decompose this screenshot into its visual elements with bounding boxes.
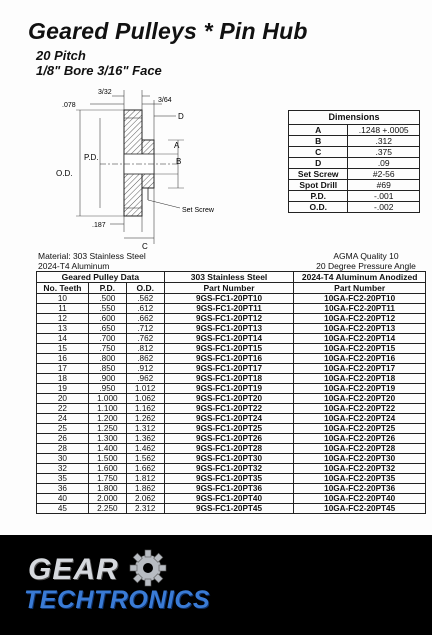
group-header-stainless: 303 Stainless Steel <box>164 272 294 283</box>
od-cell: 1.812 <box>126 474 164 484</box>
pd-cell: 1.200 <box>88 414 126 424</box>
al-part-cell: 10GA-FC2-20PT30 <box>294 454 426 464</box>
table-row <box>37 504 426 514</box>
ss-part-cell: 9GS-FC1-20PT17 <box>164 364 294 374</box>
table-row <box>37 384 426 394</box>
ss-part-cell: 9GS-FC1-20PT40 <box>164 494 294 504</box>
table-row <box>37 344 426 354</box>
pd-cell: 1.250 <box>88 424 126 434</box>
od-cell: .762 <box>126 334 164 344</box>
al-part-cell: 10GA-FC2-20PT24 <box>294 414 426 424</box>
teeth-cell: 13 <box>37 324 89 334</box>
ss-part-cell: 9GS-FC1-20PT19 <box>164 384 294 394</box>
pd-cell: 2.250 <box>88 504 126 514</box>
ss-part-cell: 9GS-FC1-20PT36 <box>164 484 294 494</box>
al-part-cell: 10GA-FC2-20PT20 <box>294 394 426 404</box>
dim-row: D .09 <box>289 158 420 169</box>
ss-part-cell: 9GS-FC1-20PT18 <box>164 374 294 384</box>
dim-pd-label: P.D. <box>84 153 99 162</box>
dim-left-width: .078 <box>62 102 76 109</box>
ss-part-cell: 9GS-FC1-20PT13 <box>164 324 294 334</box>
table-row <box>37 484 426 494</box>
pd-cell: 1.500 <box>88 454 126 464</box>
table-row <box>37 404 426 414</box>
table-row <box>37 444 426 454</box>
ss-part-cell: 9GS-FC1-20PT12 <box>164 314 294 324</box>
od-cell: 2.062 <box>126 494 164 504</box>
table-row <box>37 314 426 324</box>
dim-bottom: .187 <box>92 222 106 229</box>
table-row <box>37 324 426 334</box>
ss-part-cell: 9GS-FC1-20PT20 <box>164 394 294 404</box>
od-cell: 1.862 <box>126 484 164 494</box>
ss-part-cell: 9GS-FC1-20PT35 <box>164 474 294 484</box>
al-part-cell: 10GA-FC2-20PT45 <box>294 504 426 514</box>
dim-row: P.D. -.001 <box>289 191 420 202</box>
teeth-cell: 35 <box>37 474 89 484</box>
group-header-data: Geared Pulley Data <box>37 272 165 283</box>
teeth-cell: 28 <box>37 444 89 454</box>
dim-a-label: A <box>174 141 180 150</box>
teeth-cell: 40 <box>37 494 89 504</box>
dim-d-label: D <box>178 112 184 121</box>
teeth-cell: 10 <box>37 294 89 304</box>
pd-cell: .900 <box>88 374 126 384</box>
al-part-cell: 10GA-FC2-20PT17 <box>294 364 426 374</box>
od-cell: .812 <box>126 344 164 354</box>
pd-cell: 2.000 <box>88 494 126 504</box>
ss-part-cell: 9GS-FC1-20PT32 <box>164 464 294 474</box>
od-cell: .662 <box>126 314 164 324</box>
al-part-cell: 10GA-FC2-20PT32 <box>294 464 426 474</box>
pd-cell: .550 <box>88 304 126 314</box>
pd-cell: 1.100 <box>88 404 126 414</box>
ss-part-cell: 9GS-FC1-20PT45 <box>164 504 294 514</box>
ss-part-cell: 9GS-FC1-20PT10 <box>164 294 294 304</box>
gear-icon <box>128 548 168 588</box>
od-cell: .712 <box>126 324 164 334</box>
ss-part-cell: 9GS-FC1-20PT24 <box>164 414 294 424</box>
teeth-cell: 12 <box>37 314 89 324</box>
teeth-cell: 15 <box>37 344 89 354</box>
teeth-cell: 19 <box>37 384 89 394</box>
teeth-cell: 20 <box>37 394 89 404</box>
col-header-al-part: Part Number <box>294 283 426 294</box>
table-row <box>37 364 426 374</box>
pd-cell: .750 <box>88 344 126 354</box>
al-part-cell: 10GA-FC2-20PT14 <box>294 334 426 344</box>
table-row <box>37 494 426 504</box>
table-row <box>37 354 426 364</box>
pulley-drawing <box>50 82 250 252</box>
dim-c-label: C <box>142 242 148 251</box>
al-part-cell: 10GA-FC2-20PT26 <box>294 434 426 444</box>
al-part-cell: 10GA-FC2-20PT40 <box>294 494 426 504</box>
ss-part-cell: 9GS-FC1-20PT14 <box>164 334 294 344</box>
od-cell: 1.662 <box>126 464 164 474</box>
table-row <box>37 434 426 444</box>
od-cell: 1.162 <box>126 404 164 414</box>
teeth-cell: 26 <box>37 434 89 444</box>
table-row <box>37 394 426 404</box>
table-row <box>37 304 426 314</box>
al-part-cell: 10GA-FC2-20PT13 <box>294 324 426 334</box>
teeth-cell: 25 <box>37 424 89 434</box>
dim-row: B .312 <box>289 136 420 147</box>
dim-od-label: O.D. <box>56 169 73 178</box>
pd-cell: .600 <box>88 314 126 324</box>
pd-cell: .850 <box>88 364 126 374</box>
teeth-cell: 36 <box>37 484 89 494</box>
al-part-cell: 10GA-FC2-20PT10 <box>294 294 426 304</box>
table-row <box>37 454 426 464</box>
ss-part-cell: 9GS-FC1-20PT15 <box>164 344 294 354</box>
pd-cell: 1.750 <box>88 474 126 484</box>
logo-techtronics-text: TECHTRONICS <box>24 586 211 614</box>
ss-part-cell: 9GS-FC1-20PT25 <box>164 424 294 434</box>
table-row <box>37 424 426 434</box>
teeth-cell: 24 <box>37 414 89 424</box>
material-note: Material: 303 Stainless Steel 2024-T4 Aluminum <box>38 251 146 271</box>
al-part-cell: 10GA-FC2-20PT15 <box>294 344 426 354</box>
group-header-aluminum: 2024-T4 Aluminum Anodized <box>294 272 426 283</box>
dim-row: Spot Drill #69 <box>289 180 420 191</box>
table-row <box>37 474 426 484</box>
col-header-ss-part: Part Number <box>164 283 294 294</box>
od-cell: 1.312 <box>126 424 164 434</box>
od-cell: .862 <box>126 354 164 364</box>
pd-cell: .650 <box>88 324 126 334</box>
al-part-cell: 10GA-FC2-20PT12 <box>294 314 426 324</box>
od-cell: 1.362 <box>126 434 164 444</box>
dim-top-right: 3/64 <box>158 97 172 104</box>
od-cell: 1.062 <box>126 394 164 404</box>
part-number-table <box>36 271 426 514</box>
ss-part-cell: 9GS-FC1-20PT11 <box>164 304 294 314</box>
pitch-subtitle: 20 Pitch <box>36 48 86 63</box>
od-cell: 1.462 <box>126 444 164 454</box>
col-header-teeth: No. Teeth <box>37 283 89 294</box>
pd-cell: 1.000 <box>88 394 126 404</box>
table-row <box>37 464 426 474</box>
table-row <box>37 374 426 384</box>
al-part-cell: 10GA-FC2-20PT36 <box>294 484 426 494</box>
al-part-cell: 10GA-FC2-20PT18 <box>294 374 426 384</box>
al-part-cell: 10GA-FC2-20PT28 <box>294 444 426 454</box>
pd-cell: 1.800 <box>88 484 126 494</box>
od-cell: .912 <box>126 364 164 374</box>
teeth-cell: 45 <box>37 504 89 514</box>
dim-b-label: B <box>176 157 182 166</box>
ss-part-cell: 9GS-FC1-20PT28 <box>164 444 294 454</box>
al-part-cell: 10GA-FC2-20PT11 <box>294 304 426 314</box>
dim-row: O.D. -.002 <box>289 202 420 213</box>
page-title: Geared Pulleys * Pin Hub <box>28 18 308 44</box>
logo-gear-text: GEAR <box>28 553 119 586</box>
od-cell: 1.562 <box>126 454 164 464</box>
al-part-cell: 10GA-FC2-20PT35 <box>294 474 426 484</box>
dim-top-left: 3/32 <box>98 89 112 96</box>
dim-row: Set Screw #2-56 <box>289 169 420 180</box>
od-cell: 1.262 <box>126 414 164 424</box>
od-cell: 1.012 <box>126 384 164 394</box>
table-row <box>37 414 426 424</box>
teeth-cell: 30 <box>37 454 89 464</box>
agma-note: AGMA Quality 10 20 Degree Pressure Angle <box>316 251 416 271</box>
ss-part-cell: 9GS-FC1-20PT30 <box>164 454 294 464</box>
pd-cell: .500 <box>88 294 126 304</box>
al-part-cell: 10GA-FC2-20PT19 <box>294 384 426 394</box>
od-cell: 2.312 <box>126 504 164 514</box>
pd-cell: 1.400 <box>88 444 126 454</box>
dimensions-header: Dimensions <box>289 111 420 125</box>
teeth-cell: 16 <box>37 354 89 364</box>
pd-cell: .800 <box>88 354 126 364</box>
bore-face-subtitle: 1/8" Bore 3/16" Face <box>36 63 162 78</box>
teeth-cell: 18 <box>37 374 89 384</box>
set-screw-label: Set Screw <box>182 207 214 214</box>
pd-cell: .950 <box>88 384 126 394</box>
al-part-cell: 10GA-FC2-20PT16 <box>294 354 426 364</box>
ss-part-cell: 9GS-FC1-20PT22 <box>164 404 294 414</box>
dimensions-table <box>288 110 420 213</box>
teeth-cell: 32 <box>37 464 89 474</box>
teeth-cell: 22 <box>37 404 89 414</box>
teeth-cell: 17 <box>37 364 89 374</box>
table-body <box>37 294 426 514</box>
col-header-od: O.D. <box>126 283 164 294</box>
dim-row: A .1248 +.0005 <box>289 125 420 136</box>
pd-cell: 1.300 <box>88 434 126 444</box>
table-row <box>37 294 426 304</box>
table-row <box>37 334 426 344</box>
teeth-cell: 11 <box>37 304 89 314</box>
col-header-pd: P.D. <box>88 283 126 294</box>
od-cell: .962 <box>126 374 164 384</box>
od-cell: .562 <box>126 294 164 304</box>
ss-part-cell: 9GS-FC1-20PT26 <box>164 434 294 444</box>
al-part-cell: 10GA-FC2-20PT25 <box>294 424 426 434</box>
pd-cell: .700 <box>88 334 126 344</box>
dim-row: C .375 <box>289 147 420 158</box>
pd-cell: 1.600 <box>88 464 126 474</box>
teeth-cell: 14 <box>37 334 89 344</box>
ss-part-cell: 9GS-FC1-20PT16 <box>164 354 294 364</box>
od-cell: .612 <box>126 304 164 314</box>
al-part-cell: 10GA-FC2-20PT22 <box>294 404 426 414</box>
